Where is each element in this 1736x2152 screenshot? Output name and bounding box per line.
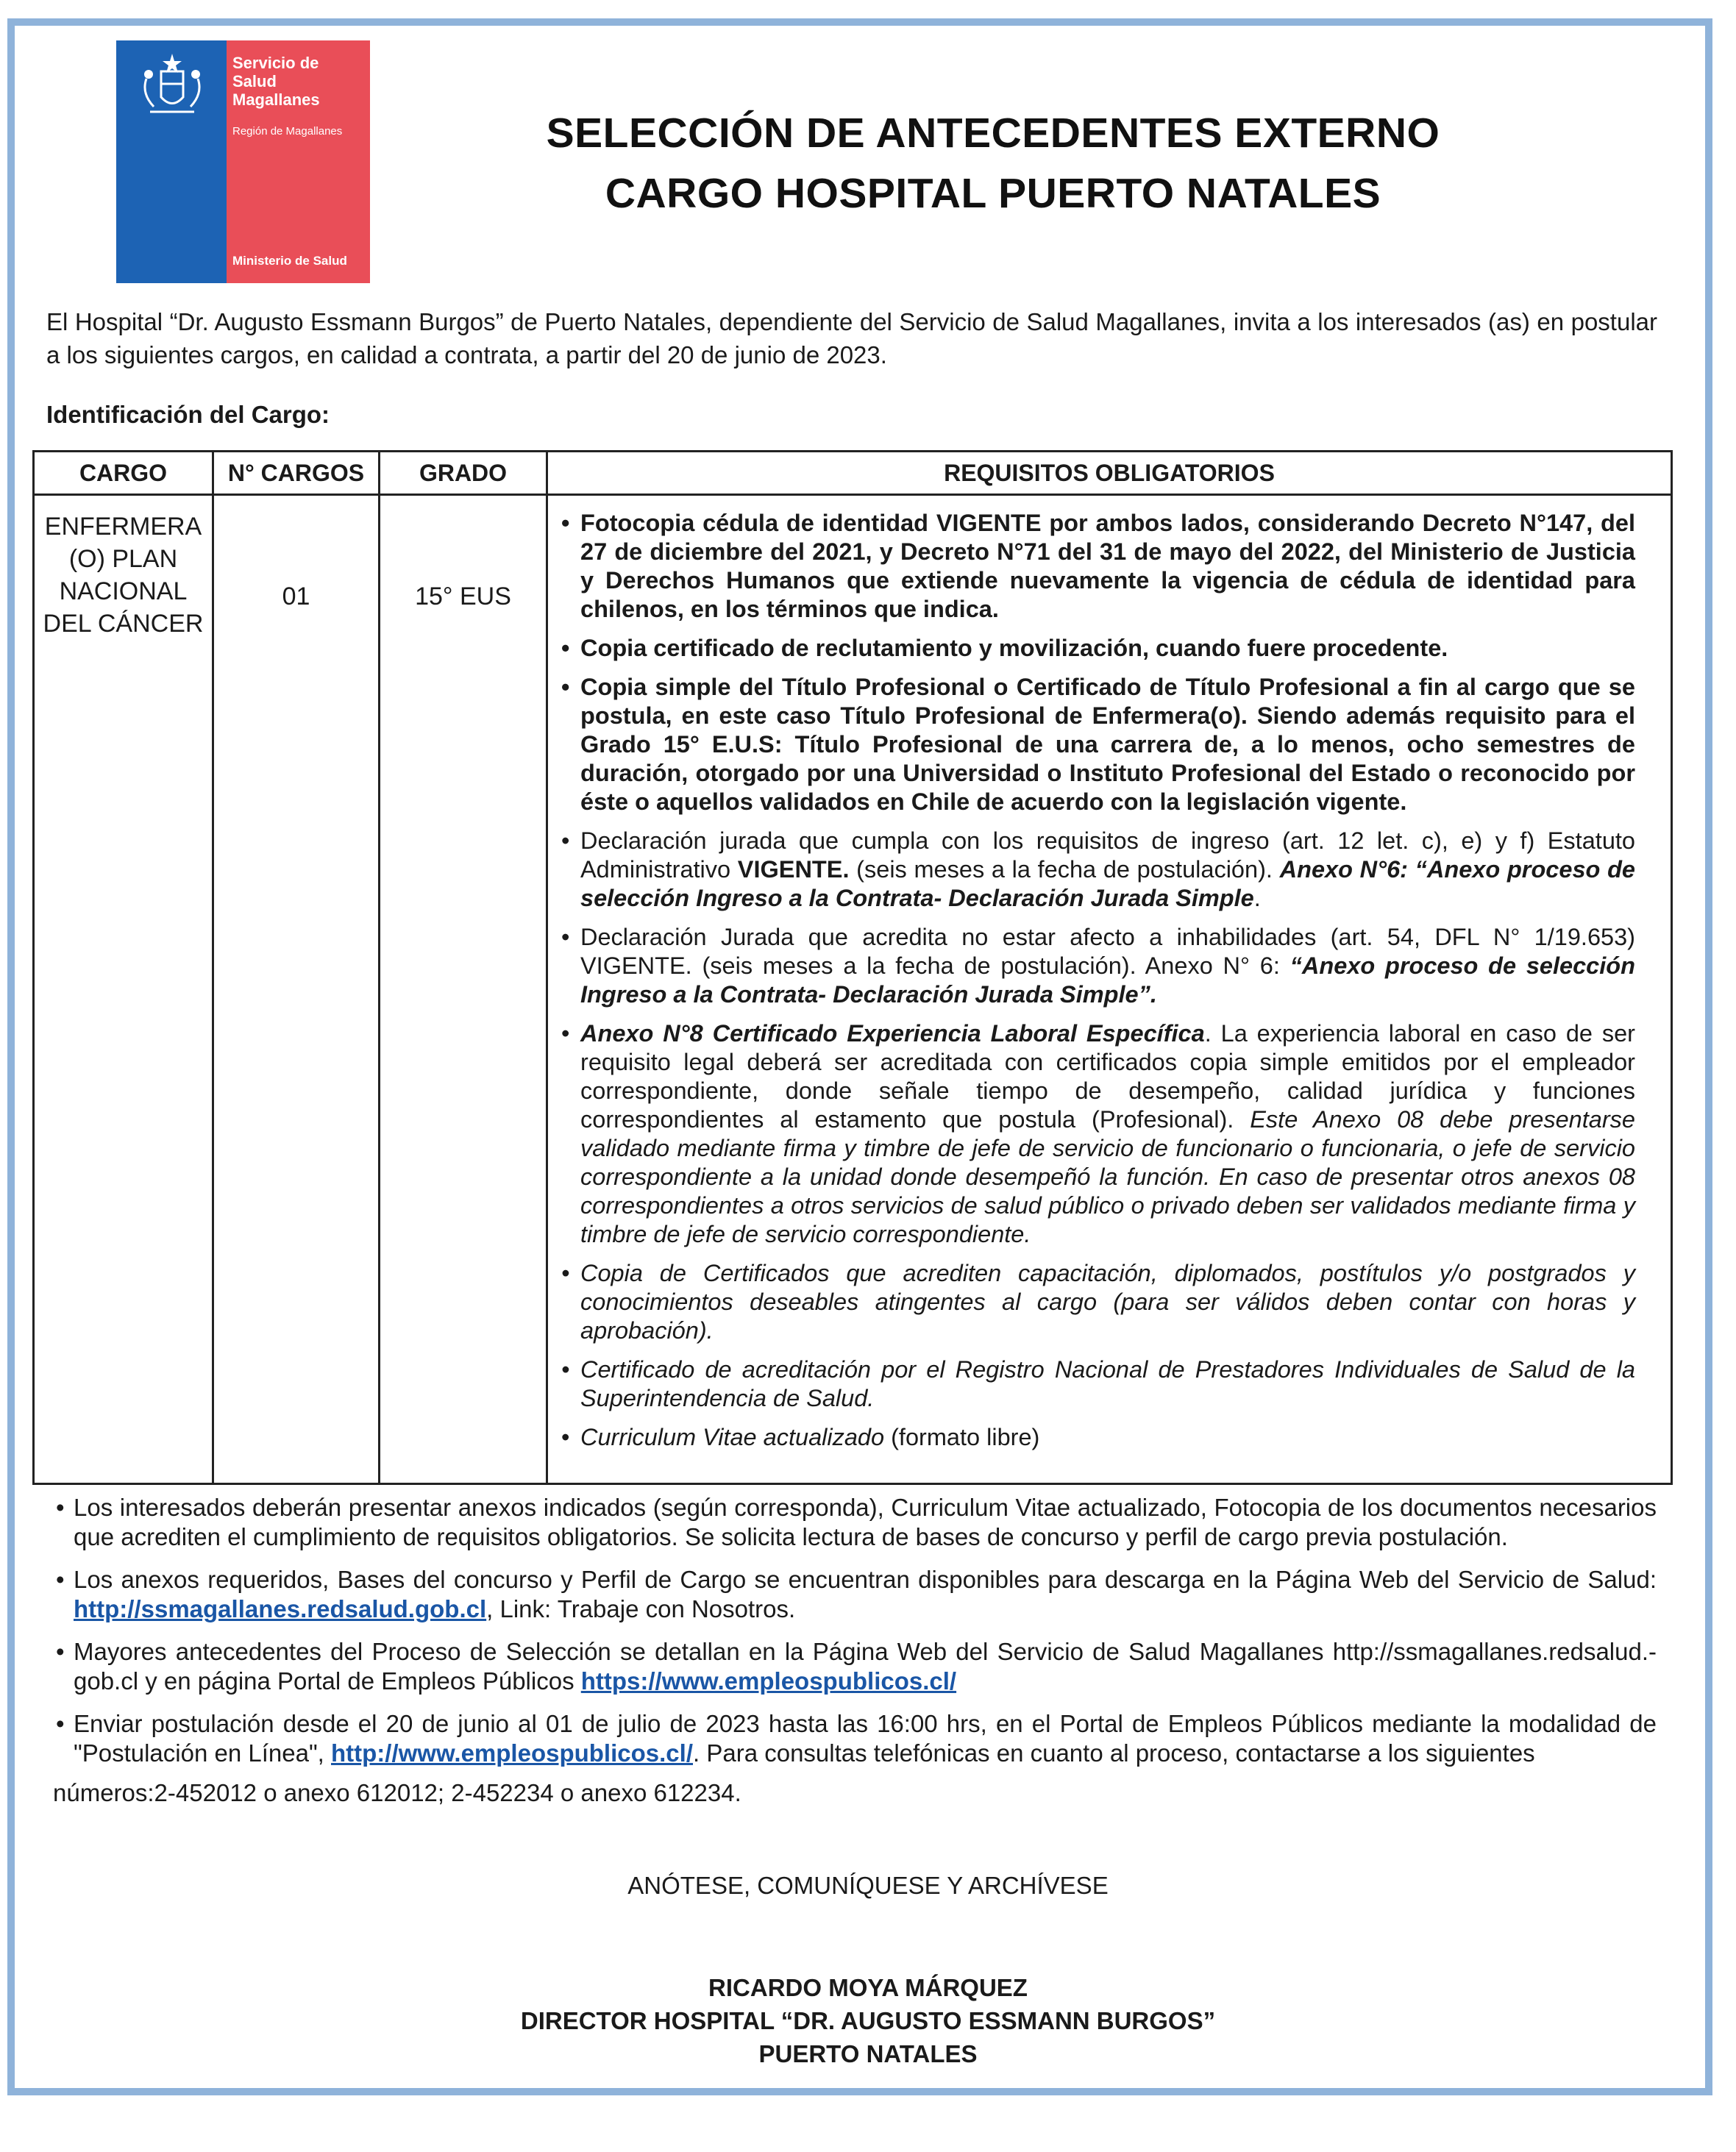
note-text: Enviar postulación desde el 20 de junio al 01 de julio de 2023 hasta las 16:00 hrs, en el Portal de Empleos Públicos mediante la modalidad de "Postulación en Línea", — [74, 1710, 1657, 1767]
requirements-table — [32, 450, 1673, 1485]
signer-name: RICARDO MOYA MÁRQUEZ — [708, 1974, 1028, 2001]
req-annex: “Anexo proceso de selección Ingreso a la Contrata- Declaración Jurada Simple”. — [580, 952, 1635, 1008]
empleospublicos-https-link[interactable]: https://www.empleospublicos.cl/ — [580, 1667, 957, 1695]
signature-block — [0, 1971, 1736, 2070]
requirement-item: • Copia certificado de reclutamiento y movilización, cuando fuere procedente. — [558, 634, 1635, 663]
req-text: . La experiencia laboral en caso de ser requisito legal deberá ser acreditada con certificados copia simple emitidos por el empleador correspondiente, donde señale tiempo de desempeño, calidad jurídica y funciones correspondientes al estamento que postula (Profesional). — [580, 1020, 1636, 1133]
cell-requisitos — [547, 495, 1672, 1484]
header-requisitos: REQUISITOS OBLIGATORIOS — [547, 452, 1672, 495]
note-item — [53, 1637, 1657, 1696]
requirement-item: • Fotocopia cédula de identidad VIGENTE por ambos lados, considerando Decreto N°147, del 27 de diciembre del 2021, y Decreto N°71 del 31 de mayo del 2022, del Ministerio de Justicia y Derechos Humanos que extiende nuevamente la vigencia de cédula de identidad para chilenos, en los términos que indica. — [558, 509, 1635, 624]
note-item — [53, 1565, 1657, 1624]
title-line-1: SELECCIÓN DE ANTECEDENTES EXTERNO — [546, 110, 1440, 157]
logo-blue-panel — [116, 40, 227, 283]
requirement-item — [558, 827, 1635, 913]
phone-numbers: números:2-452012 o anexo 612012; 2-452234 o anexo 612234. — [53, 1779, 741, 1806]
requirement-item: • Certificado de acreditación por el Registro Nacional de Prestadores Individuales de Salud de la Superintendencia de Salud. — [558, 1355, 1635, 1413]
note-text: . Para consultas telefónicas en cuanto al proceso, contactarse a los siguientes — [693, 1739, 1535, 1767]
header-cargo: CARGO — [34, 452, 213, 495]
note-text: , Link: Trabaje con Nosotros. — [486, 1595, 796, 1622]
req-cv: Curriculum Vitae actualizado — [580, 1424, 885, 1450]
req-text: (formato libre) — [891, 1424, 1040, 1450]
req-text: . — [1253, 885, 1261, 911]
page-title — [412, 103, 1574, 224]
closing-phrase: ANÓTESE, COMUNÍQUESE Y ARCHÍVESE — [627, 1872, 1109, 1899]
requirement-item — [558, 1423, 1635, 1452]
req-annex: Anexo N°6: “Anexo proceso de selección Ingreso a la Contrata- Declaración Jurada Simple — [580, 856, 1635, 911]
req-text: Declaración jurada que cumpla con los requisitos de ingreso (art. 12 let. c), e) y f) Estatuto Administrativo — [580, 827, 1635, 883]
cell-cargo: ENFERMERA (O) PLAN NACIONAL DEL CÁNCER — [34, 495, 213, 1484]
intro-paragraph: El Hospital “Dr. Augusto Essmann Burgos” de Puerto Natales, dependiente del Servicio de Salud Magallanes, invita a los interesados (as) en postular a los siguientes cargos, en calidad a contrata, a partir del 20 de junio de 2023. — [46, 308, 1657, 368]
req-text: Declaración Jurada que acredita no estar afecto a inhabilidades (art. 54, DFL N° 1/19.653) VIGENTE. (seis meses a la fecha de postulación). Anexo N° 6: — [580, 924, 1635, 979]
table-row — [34, 495, 1672, 1484]
logo-service-name: Servicio de Salud Magallanes — [232, 54, 320, 109]
logo-ministry: Ministerio de Salud — [232, 254, 347, 268]
cell-grado: 15° EUS — [380, 495, 547, 1484]
note-text: Mayores antecedentes del Proceso de Selección se detallan en la Página Web del Servicio de Salud Magallanes http://ssmagallanes.redsalud.-gob.cl y en página Portal de Empleos Públicos — [74, 1638, 1657, 1695]
note-text: Los anexos requeridos, Bases del concurso y Perfil de Cargo se encuentran disponibles para descarga en la Página Web del Servicio de Salud: — [74, 1566, 1657, 1593]
requirement-item — [558, 1019, 1635, 1249]
header-grado: GRADO — [380, 452, 547, 495]
title-line-2: CARGO HOSPITAL PUERTO NATALES — [605, 170, 1381, 217]
signer-place: PUERTO NATALES — [758, 2040, 978, 2067]
ministry-logo — [116, 40, 370, 283]
req-annex-note: Este Anexo 08 debe presentarse validado mediante firma y timbre de jefe de servicio de funcionario o funcionaria, o jefe de servicio correspondiente a la unidad donde desempeñó la función. En caso de presentar otros anexos 08 correspondientes a otros servicios de salud público o privado deben ser validados mediante firma y timbre de jefe de servicio correspondiente. — [580, 1106, 1636, 1247]
note-item: • Los interesados deberán presentar anexos indicados (según corresponda), Curriculum Vitae actualizado, Fotocopia de los documentos necesarios que acrediten el cumplimiento de requisitos obligatorios. Se solicita lectura de bases de concurso y perfil de cargo previa postulación. — [53, 1493, 1657, 1552]
logo-red-panel — [227, 40, 370, 283]
table-header-row — [34, 452, 1672, 495]
ssmagallanes-link[interactable]: http://ssmagallanes.redsalud.gob.cl — [74, 1595, 487, 1622]
requirement-item — [558, 923, 1635, 1009]
notes-list — [53, 1493, 1657, 1808]
header-num-cargos: N° CARGOS — [213, 452, 380, 495]
req-annex: Anexo N°8 Certificado Experiencia Laboral Específica — [580, 1020, 1205, 1047]
coat-of-arms-icon — [128, 49, 216, 130]
requirement-item: • Copia de Certificados que acrediten capacitación, diplomados, postítulos y/o postgrados y conocimientos deseables atingentes al cargo (para ser válidos deben contar con horas y aprobación). — [558, 1259, 1635, 1345]
req-text: (seis meses a la fecha de postulación). — [856, 856, 1273, 883]
note-item — [53, 1709, 1657, 1768]
logo-region: Región de Magallanes — [232, 125, 343, 138]
cell-num-cargos: 01 — [213, 495, 380, 1484]
signer-role: DIRECTOR HOSPITAL “DR. AUGUSTO ESSMANN BURGOS” — [520, 2007, 1216, 2034]
section-title: Identificación del Cargo: — [46, 401, 330, 428]
req-vigente: VIGENTE. — [737, 856, 850, 883]
empleospublicos-http-link[interactable]: http://www.empleospublicos.cl/ — [331, 1739, 693, 1767]
requirement-item: • Copia simple del Título Profesional o Certificado de Título Profesional a fin al cargo que se postula, en este caso Título Profesional de Enfermera(o). Siendo además requisito para el Grado 15° E.U.S: Título Profesional de una carrera de, a lo menos, ocho semestres de duración, otorgado por una Universidad o Instituto Profesional del Estado o reconocido por éste o aquellos validados en Chile de acuerdo con la legislación vigente. — [558, 673, 1635, 816]
